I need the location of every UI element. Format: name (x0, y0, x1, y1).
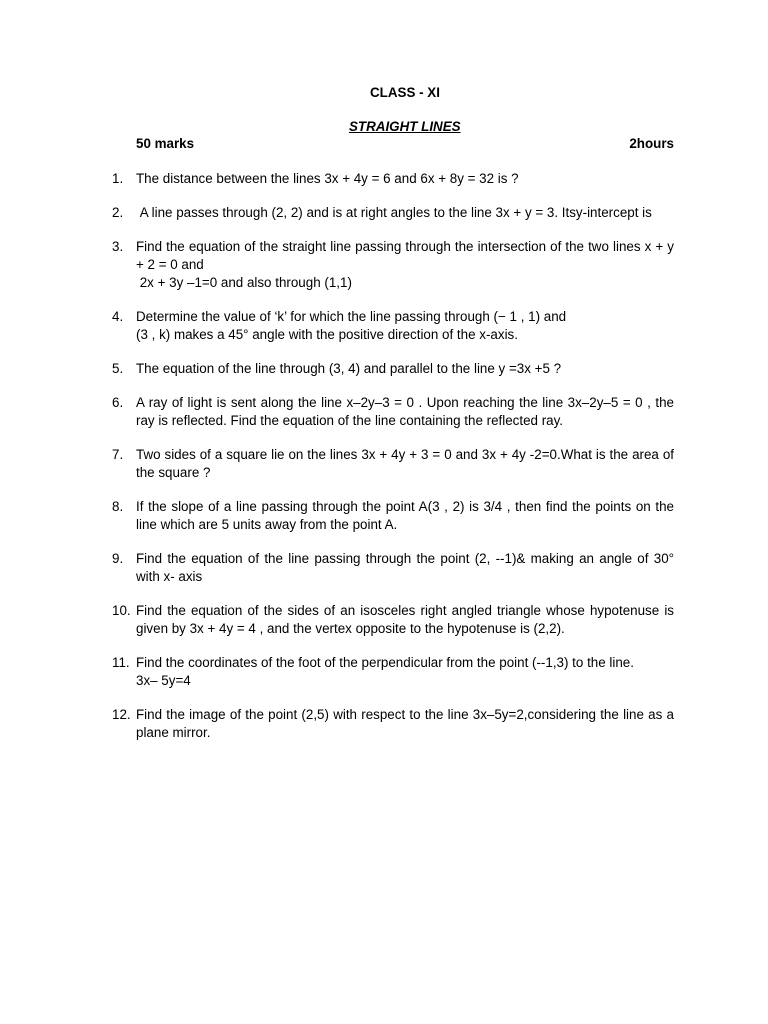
question-text-line: A line passes through (2, 2) and is at right angles to the line 3x + y = 3. Itsy-intercept is (136, 205, 652, 220)
question-text (136, 550, 678, 586)
question-item (112, 394, 678, 430)
question-text (136, 204, 674, 222)
question-number: 6. (112, 395, 124, 410)
question-text (136, 654, 674, 690)
question-text (136, 446, 678, 482)
total-marks: 50 marks (136, 136, 195, 151)
question-number: 3. (112, 239, 124, 254)
time-allowed: 2hours (629, 136, 674, 151)
question-text-line: The distance between the lines 3x + 4y = 6 and 6x + 8y = 32 is ? (136, 171, 519, 186)
class-title: CLASS - XI (370, 85, 440, 100)
question-number: 8. (112, 499, 124, 514)
question-item (112, 602, 678, 638)
question-number: 7. (112, 447, 124, 462)
question-number: 11. (112, 655, 130, 670)
question-item (112, 204, 674, 222)
question-item (112, 446, 678, 482)
question-list (112, 170, 678, 758)
question-number: 1. (112, 171, 124, 186)
subject-title: STRAIGHT LINES (349, 119, 461, 134)
question-text (136, 238, 678, 292)
question-item (112, 550, 678, 586)
question-number: 2. (112, 205, 124, 220)
question-text-line: If the slope of a line passing through the point A(3 , 2) is 3/4 , then find the points on the line which are 5 units away from the point A. (136, 499, 678, 532)
question-item (112, 654, 674, 690)
question-text (136, 706, 678, 742)
question-text-line: Find the equation of the straight line passing through the intersection of the two lines x + y + 2 = 0 and (136, 239, 678, 272)
question-text (136, 308, 674, 344)
question-item (112, 308, 674, 344)
question-text (136, 602, 678, 638)
question-text-line: A ray of light is sent along the line x–2y–3 = 0 . Upon reaching the line 3x–2y–5 = 0 , the ray is reflected. Find the equation of the line containing the reflected ray. (136, 395, 678, 428)
question-text (136, 394, 678, 430)
question-text-line: Two sides of a square lie on the lines 3x + 4y + 3 = 0 and 3x + 4y -2=0.What is the area of the square ? (136, 447, 678, 480)
question-item (112, 498, 678, 534)
question-text-line: Find the equation of the line passing through the point (2, --1)& making an angle of 30° with x- axis (136, 551, 678, 584)
question-text-line: 2x + 3y –1=0 and also through (1,1) (136, 275, 352, 290)
question-item (112, 706, 678, 742)
question-text-line: Find the coordinates of the foot of the perpendicular from the point (--1,3) to the line. (136, 655, 634, 670)
question-number: 12. (112, 707, 131, 722)
question-number: 4. (112, 309, 124, 324)
question-text (136, 498, 678, 534)
question-item (112, 360, 674, 378)
question-number: 10. (112, 603, 131, 618)
question-item (112, 170, 674, 188)
question-text (136, 360, 674, 378)
question-number: 9. (112, 551, 124, 566)
question-text (136, 170, 674, 188)
question-text-line: Find the equation of the sides of an isosceles right angled triangle whose hypotenuse is given by 3x + 4y = 4 , and the vertex opposite to the hypotenuse is (2,2). (136, 603, 678, 636)
question-number: 5. (112, 361, 124, 376)
question-text-line: Find the image of the point (2,5) with respect to the line 3x–5y=2,considering the line as a plane mirror. (136, 707, 678, 740)
question-item (112, 238, 678, 292)
question-text-line: (3 , k) makes a 45° angle with the positive direction of the x-axis. (136, 327, 518, 342)
question-text-line: The equation of the line through (3, 4) and parallel to the line y =3x +5 ? (136, 361, 562, 376)
question-text-line: Determine the value of ‘k’ for which the line passing through (− 1 , 1) and (136, 309, 567, 324)
question-text-line: 3x– 5y=4 (136, 673, 191, 688)
